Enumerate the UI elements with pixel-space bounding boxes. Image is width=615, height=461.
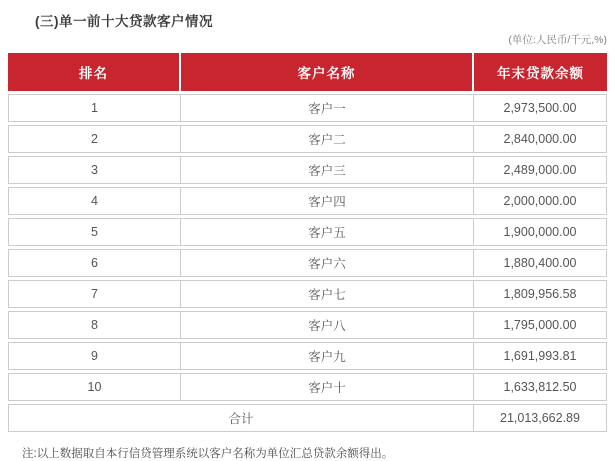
rank-cell: 2 [91,132,98,146]
customer-name-cell: 客户七 [180,281,473,307]
table-total-row [8,404,607,432]
customer-name-cell: 客户三 [180,157,473,183]
rank-cell: 9 [91,349,98,363]
total-label: 合计 [228,412,254,426]
customer-name-cell: 客户四 [180,188,473,214]
table-row [8,311,607,339]
column-header-customer-name: 客户名称 [179,53,472,91]
table-row [8,249,607,277]
rank-cell: 4 [91,194,98,208]
balance-cell: 1,809,956.58 [473,281,606,307]
customer-name-cell: 客户二 [180,126,473,152]
top-ten-loan-customers-table [8,53,607,432]
balance-cell: 1,795,000.00 [473,312,606,338]
balance-cell: 2,973,500.00 [473,95,606,121]
table-row [8,373,607,401]
section-title: (三)单一前十大贷款客户情况 [35,14,213,29]
rank-cell: 1 [91,101,98,115]
balance-cell: 2,489,000.00 [473,157,606,183]
table-row [8,125,607,153]
table-row [8,218,607,246]
column-header-rank: 排名 [79,66,108,81]
rank-cell: 10 [87,380,102,394]
balance-cell: 1,633,812.50 [473,374,606,400]
balance-cell: 2,000,000.00 [473,188,606,214]
rank-cell: 8 [91,318,98,332]
customer-name-cell: 客户九 [180,343,473,369]
customer-name-cell: 客户六 [180,250,473,276]
footnote: 注:以上数据取自本行信贷管理系统以客户名称为单位汇总贷款余额得出。 [22,448,394,460]
document-page [0,10,615,461]
table-row [8,94,607,122]
table-row [8,156,607,184]
unit-note: (单位:人民币/千元,%) [508,34,607,46]
customer-name-cell: 客户八 [180,312,473,338]
rank-cell: 3 [91,163,98,177]
table-row [8,280,607,308]
balance-cell: 1,880,400.00 [473,250,606,276]
table-row [8,187,607,215]
rank-cell: 5 [91,225,98,239]
table-header-row [8,53,607,91]
customer-name-cell: 客户十 [180,374,473,400]
customer-name-cell: 客户五 [180,219,473,245]
rank-cell: 6 [91,256,98,270]
total-balance-value: 21,013,662.89 [473,405,606,431]
column-header-year-end-balance: 年末贷款余额 [472,53,607,91]
balance-cell: 1,691,993.81 [473,343,606,369]
table-body [8,94,607,401]
balance-cell: 1,900,000.00 [473,219,606,245]
balance-cell: 2,840,000.00 [473,126,606,152]
customer-name-cell: 客户一 [180,95,473,121]
rank-cell: 7 [91,287,98,301]
table-row [8,342,607,370]
